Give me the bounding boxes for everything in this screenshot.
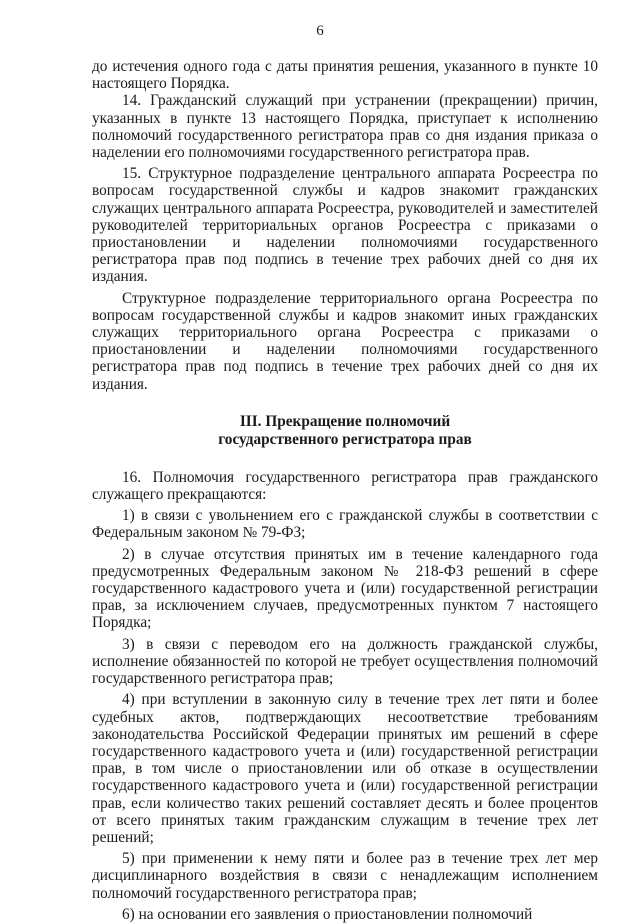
list-item-2: 2) в случае отсутствия принятых им в течение календарного года предусмотренных Федеральным законом № 218-ФЗ решений в сфере государственного кадастрового учета и (или) государственной регистрации прав, за исключением случаев, предусмотренных пунктом 7 настоящего Порядка; bbox=[92, 545, 598, 632]
paragraph-16: 16. Полномочия государственного регистратора прав гражданского служащего прекращаются: bbox=[92, 468, 598, 504]
section-heading bbox=[92, 413, 598, 449]
list-item-3: 3) в связи с переводом его на должность гражданской службы, исполнение обязанностей по которой не требует осуществления полномочий государственного регистратора прав; bbox=[92, 635, 598, 688]
paragraph-continuation: до истечения одного года с даты принятия решения, указанного в пункте 10 настоящего Порядка. bbox=[92, 58, 598, 93]
list-item-5: 5) при применении к нему пяти и более раз в течение трех лет мер дисциплинарного воздействия в связи с ненадлежащим исполнением полномочий государственного регистратора прав; bbox=[92, 850, 598, 902]
paragraph-15-territorial: Структурное подразделение территориального органа Росреестра по вопросам государственной службы и кадров знакомит иных гражданских служащих территориального органа Росреестра с приказами о приостановлении и наделении полномочиями государственного регистратора прав под подпись в течение трех рабочих дней со дня их издания. bbox=[92, 289, 598, 393]
section-heading-line1: III. Прекращение полномочий bbox=[239, 412, 451, 430]
list-item-4: 4) при вступлении в законную силу в течение трех лет пяти и более судебных актов, подтверждающих несоответствие требованиям законодательства Российской Федерации принятых им решений в сфере государственного кадастрового учета и (или) государственной регистрации прав, в том числе о приостановлении или об отказе в осуществлении государственного кадастрового учета и (или) государственной регистрации прав, если количество таких решений составляет десять и более процентов от всего принятых таким гражданским служащим в течение трех лет решений; bbox=[92, 691, 598, 846]
paragraph-15: 15. Структурное подразделение центрального аппарата Росреестра по вопросам государственной службы и кадров знакомит гражданских служащих центрального аппарата Росреестра, руководителей и заместителей руководителей территориальных органов Росреестра с приказами о приостановлении и наделении полномочиями государственного регистратора прав под подпись в течение трех рабочих дней со дня их издания. bbox=[92, 165, 598, 286]
document-body bbox=[92, 58, 598, 923]
paragraph-14: 14. Гражданский служащий при устранении (прекращении) причин, указанных в пункте 13 настоящего Порядка, приступает к исполнению полномочий государственного регистратора прав со дня издания приказа о наделении его полномочиями государственного регистратора прав. bbox=[92, 92, 598, 162]
list-item-6: 6) на основании его заявления о приостановлении полномочий bbox=[122, 905, 533, 923]
page-number: 6 bbox=[316, 23, 324, 39]
list-item-1: 1) в связи с увольнением его с гражданской службы в соответствии с Федеральным законом № 79-ФЗ; bbox=[92, 507, 598, 542]
section-heading-line2: государственного регистратора прав bbox=[218, 430, 472, 448]
